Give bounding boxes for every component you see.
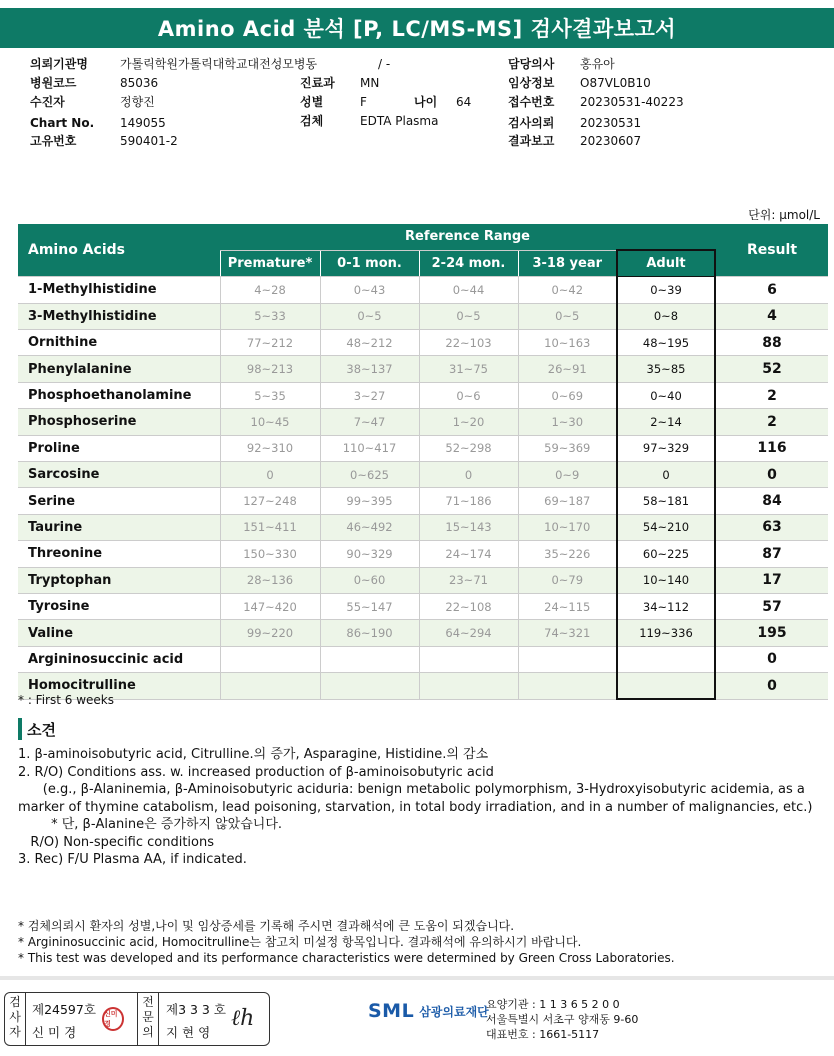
table-row [18, 488, 828, 514]
right-label: 접수번호 [508, 95, 555, 109]
range-2-24-mon: 0~44 [419, 277, 518, 303]
left-label: 고유번호 [30, 134, 77, 148]
range-3-18-year: 0~69 [518, 382, 617, 408]
result-value: 195 [715, 620, 828, 646]
lab-phone: 대표번호 : 1661-5117 [486, 1028, 600, 1041]
range-3-18-year: 74~321 [518, 620, 617, 646]
table-row [18, 593, 828, 619]
amino-acid-name: Phosphoethanolamine [18, 382, 220, 408]
range-2-24-mon: 52~298 [419, 435, 518, 461]
right-label: 담당의사 [508, 57, 555, 71]
reviewer-number: 제3 3 3 호 [166, 1002, 226, 1017]
table-row [18, 673, 828, 699]
range-3-18-year: 10~170 [518, 514, 617, 540]
range-2-24-mon: 22~108 [419, 593, 518, 619]
range-adult: 0~40 [617, 382, 715, 408]
opinion-text [18, 746, 818, 869]
left-label: 의뢰기관명 [30, 57, 88, 71]
range-3-18-year: 24~115 [518, 593, 617, 619]
right-label: 검사의뢰 [508, 116, 555, 130]
col-0-1-mon: 0-1 mon. [320, 250, 419, 276]
left-label: Chart No. [30, 116, 95, 130]
amino-acid-name: Serine [18, 488, 220, 514]
result-value: 2 [715, 409, 828, 435]
amino-acid-name: Tryptophan [18, 567, 220, 593]
col-premature: Premature* [220, 250, 320, 276]
amino-acid-name: Proline [18, 435, 220, 461]
range-0-1-mon [320, 646, 419, 672]
range-adult: 48~195 [617, 330, 715, 356]
table-row [18, 277, 828, 303]
range-3-18-year: 0~9 [518, 462, 617, 488]
col-3-18-year: 3-18 year [518, 250, 617, 276]
table-row [18, 303, 828, 329]
amino-acid-name: Valine [18, 620, 220, 646]
range-3-18-year: 0~5 [518, 303, 617, 329]
left-value: 590401-2 [120, 134, 178, 148]
table-row [18, 646, 828, 672]
result-value: 17 [715, 567, 828, 593]
premature-footnote: * : First 6 weeks [18, 693, 114, 707]
reviewer-name: 지 현 영 [166, 1025, 211, 1040]
range-premature [220, 646, 320, 672]
reviewer-signature: ℓh [231, 1006, 255, 1031]
note-line: * Argininosuccinic acid, Homocitrulline는 참고치 미설정 항목입니다. 결과해석에 유의하시기 바랍니다. [18, 935, 582, 949]
range-premature: 5~33 [220, 303, 320, 329]
middle-value: EDTA Plasma [360, 114, 439, 128]
opinion-line: (e.g., β-Alaninemia, β-Aminoisobutyric aciduria: benign metabolic polymorphism, 3-Hydroxyisobutyric acidemia, as a marker of thymine catabolism, lead poisoning, starvation, in total body irradiation, and in a number of malignancies, etc.) [18, 782, 813, 815]
range-0-1-mon [320, 673, 419, 699]
range-premature: 92~310 [220, 435, 320, 461]
range-0-1-mon: 0~43 [320, 277, 419, 303]
range-premature: 127~248 [220, 488, 320, 514]
range-adult: 119~336 [617, 620, 715, 646]
result-value: 87 [715, 541, 828, 567]
left-value: 149055 [120, 116, 166, 130]
amino-acid-name: Taurine [18, 514, 220, 540]
right-label: 임상정보 [508, 76, 555, 90]
range-adult [617, 646, 715, 672]
table-row [18, 409, 828, 435]
range-2-24-mon: 23~71 [419, 567, 518, 593]
range-adult: 60~225 [617, 541, 715, 567]
result-value: 6 [715, 277, 828, 303]
range-premature: 5~35 [220, 382, 320, 408]
middle-label: 진료과 [300, 76, 335, 90]
table-row [18, 541, 828, 567]
right-value: 20230531 [580, 116, 642, 130]
range-adult [617, 673, 715, 699]
range-0-1-mon: 99~395 [320, 488, 419, 514]
result-value: 116 [715, 435, 828, 461]
amino-acid-name: 1-Methylhistidine [18, 277, 220, 303]
range-premature: 4~28 [220, 277, 320, 303]
opinion-title: 소견 [27, 720, 56, 739]
result-value: 2 [715, 382, 828, 408]
amino-acid-name: Sarcosine [18, 462, 220, 488]
range-adult: 35~85 [617, 356, 715, 382]
range-premature: 10~45 [220, 409, 320, 435]
range-3-18-year [518, 673, 617, 699]
table-row [18, 382, 828, 408]
right-value: O87VL0B10 [580, 76, 651, 90]
range-premature: 0 [220, 462, 320, 488]
opinion-line: * 단, β-Alanine은 증가하지 않았습니다. [18, 817, 283, 832]
result-value: 4 [715, 303, 828, 329]
opinion-heading [18, 718, 56, 740]
range-adult: 0~8 [617, 303, 715, 329]
amino-acid-name: Tyrosine [18, 593, 220, 619]
range-adult: 97~329 [617, 435, 715, 461]
range-0-1-mon: 86~190 [320, 620, 419, 646]
range-premature: 99~220 [220, 620, 320, 646]
range-adult: 58~181 [617, 488, 715, 514]
opinion-line: 2. R/O) Conditions ass. w. increased production of β-aminoisobutyric acid [18, 764, 494, 780]
range-3-18-year: 10~163 [518, 330, 617, 356]
note-line: * 검체의뢰시 환자의 성별,나이 및 임상증세를 기록해 주시면 결과해석에 큰 도움이 되겠습니다. [18, 919, 515, 933]
range-3-18-year: 69~187 [518, 488, 617, 514]
result-value: 52 [715, 356, 828, 382]
range-premature: 147~420 [220, 593, 320, 619]
result-value: 84 [715, 488, 828, 514]
lab-logo [368, 1000, 489, 1022]
range-0-1-mon: 7~47 [320, 409, 419, 435]
col-adult: Adult [617, 250, 715, 276]
range-3-18-year: 35~226 [518, 541, 617, 567]
range-3-18-year [518, 646, 617, 672]
range-0-1-mon: 3~27 [320, 382, 419, 408]
amino-acid-name: Argininosuccinic acid [18, 646, 220, 672]
range-2-24-mon: 0~5 [419, 303, 518, 329]
col-amino-acids: Amino Acids [18, 224, 220, 277]
right-value: 홍유아 [580, 57, 615, 71]
range-0-1-mon: 0~625 [320, 462, 419, 488]
range-2-24-mon [419, 673, 518, 699]
lab-info [486, 997, 638, 1042]
col-2-24-mon: 2-24 mon. [419, 250, 518, 276]
amino-acid-name: Ornithine [18, 330, 220, 356]
examiner-label: 검사자 [9, 995, 21, 1039]
sign-divider [137, 993, 138, 1045]
col-reference-range: Reference Range [220, 224, 715, 250]
examiner-stamp: 신미경 [102, 1007, 124, 1031]
examiner-name: 신 미 경 [32, 1025, 77, 1040]
table-row [18, 514, 828, 540]
range-adult: 0 [617, 462, 715, 488]
middle-value: MN [360, 76, 380, 90]
lab-org-name: 삼광의료재단 [419, 1004, 489, 1019]
table-row [18, 330, 828, 356]
result-value: 0 [715, 673, 828, 699]
table-row [18, 620, 828, 646]
right-value: 20230607 [580, 134, 642, 148]
result-value: 88 [715, 330, 828, 356]
range-adult: 54~210 [617, 514, 715, 540]
info-middle [300, 55, 500, 155]
reviewer-label: 전문의 [142, 995, 154, 1039]
range-3-18-year: 1~30 [518, 409, 617, 435]
col-result: Result [715, 224, 828, 277]
amino-acid-table [18, 224, 828, 700]
report-title: Amino Acid 분석 [P, LC/MS-MS] 검사결과보고서 [0, 8, 834, 48]
range-0-1-mon: 46~492 [320, 514, 419, 540]
range-adult: 34~112 [617, 593, 715, 619]
range-0-1-mon: 0~5 [320, 303, 419, 329]
range-2-24-mon [419, 646, 518, 672]
examiner-number: 제24597호 [32, 1002, 96, 1017]
range-3-18-year: 0~42 [518, 277, 617, 303]
sml-logo-text: SML [368, 1000, 415, 1022]
range-premature: 77~212 [220, 330, 320, 356]
range-2-24-mon: 31~75 [419, 356, 518, 382]
info-right [508, 55, 808, 155]
amino-acid-name: 3-Methylhistidine [18, 303, 220, 329]
range-2-24-mon: 15~143 [419, 514, 518, 540]
table-row [18, 356, 828, 382]
range-0-1-mon: 48~212 [320, 330, 419, 356]
footer-divider [0, 976, 834, 980]
age-value: 64 [456, 95, 472, 109]
range-2-24-mon: 1~20 [419, 409, 518, 435]
range-3-18-year: 26~91 [518, 356, 617, 382]
unit-label: 단위: μmol/L [748, 208, 820, 222]
result-value: 0 [715, 646, 828, 672]
result-value: 63 [715, 514, 828, 540]
range-3-18-year: 59~369 [518, 435, 617, 461]
range-adult: 2~14 [617, 409, 715, 435]
sign-divider [158, 993, 159, 1045]
range-premature: 150~330 [220, 541, 320, 567]
right-value: 20230531-40223 [580, 95, 684, 109]
range-2-24-mon: 22~103 [419, 330, 518, 356]
opinion-line: 1. β-aminoisobutyric acid, Citrulline.의 증가, Asparagine, Histidine.의 감소 [18, 747, 489, 762]
range-2-24-mon: 0~6 [419, 382, 518, 408]
signature-box [4, 992, 270, 1046]
range-adult: 0~39 [617, 277, 715, 303]
range-2-24-mon: 0 [419, 462, 518, 488]
result-value: 57 [715, 593, 828, 619]
range-2-24-mon: 71~186 [419, 488, 518, 514]
right-label: 결과보고 [508, 134, 555, 148]
opinion-line: R/O) Non-specific conditions [18, 834, 214, 850]
middle-label: 검체 [300, 114, 324, 128]
left-label: 수진자 [30, 95, 65, 109]
age-label: 나이 [414, 95, 438, 109]
heading-bar [18, 718, 22, 740]
table-row [18, 567, 828, 593]
result-value: 0 [715, 462, 828, 488]
amino-acid-name: Homocitrulline [18, 673, 220, 699]
dept-slash: / - [378, 57, 391, 71]
range-premature [220, 673, 320, 699]
range-adult: 10~140 [617, 567, 715, 593]
range-0-1-mon: 110~417 [320, 435, 419, 461]
left-value: 85036 [120, 76, 159, 90]
left-value: 가톨릭학원가톨릭대학교대전성모병동 [120, 57, 318, 71]
middle-value: F [360, 95, 367, 109]
table-row [18, 435, 828, 461]
lab-code: 요양기관 : 1 1 3 6 5 2 0 0 [486, 998, 620, 1011]
range-0-1-mon: 0~60 [320, 567, 419, 593]
range-premature: 98~213 [220, 356, 320, 382]
opinion-line: 3. Rec) F/U Plasma AA, if indicated. [18, 852, 247, 867]
left-value: 정향진 [120, 95, 155, 109]
range-2-24-mon: 64~294 [419, 620, 518, 646]
sign-divider [25, 993, 26, 1045]
table-row [18, 462, 828, 488]
range-0-1-mon: 55~147 [320, 593, 419, 619]
lab-address: 서울특별시 서초구 양재동 9-60 [486, 1013, 639, 1026]
amino-acid-name: Phosphoserine [18, 409, 220, 435]
range-premature: 151~411 [220, 514, 320, 540]
amino-acid-name: Threonine [18, 541, 220, 567]
left-label: 병원코드 [30, 76, 77, 90]
range-premature: 28~136 [220, 567, 320, 593]
range-0-1-mon: 38~137 [320, 356, 419, 382]
info-left [30, 55, 330, 155]
range-2-24-mon: 24~174 [419, 541, 518, 567]
note-line: * This test was developed and its performance characteristics were determined by Green Cross Laboratories. [18, 951, 675, 965]
range-0-1-mon: 90~329 [320, 541, 419, 567]
range-3-18-year: 0~79 [518, 567, 617, 593]
amino-acid-name: Phenylalanine [18, 356, 220, 382]
report-notes [18, 918, 675, 966]
middle-label: 성별 [300, 95, 324, 109]
